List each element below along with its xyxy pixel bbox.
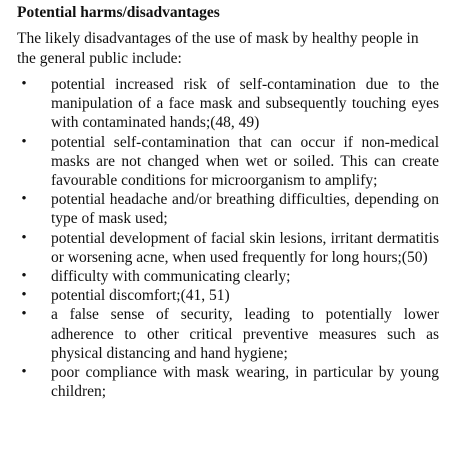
list-item	[17, 229, 439, 267]
list-item-text: poor compliance with mask wearing, in particular by young children;	[51, 364, 439, 401]
list-item	[17, 133, 439, 191]
list-item-text: potential development of facial skin lesions, irritant dermatitis or worsening acne, when used frequently for long hours;(50)	[51, 229, 439, 266]
bullet-icon: •	[21, 76, 27, 92]
list-item-text: difficulty with communicating clearly;	[51, 268, 291, 286]
list-item-text: a false sense of security, leading to potentially lower adherence to other critical preventive measures such as physical distancing and hand hygiene;	[51, 306, 439, 362]
bullet-icon: •	[21, 229, 27, 246]
intro-paragraph: The likely disadvantages of the use of mask by healthy people in the general public include:	[17, 30, 419, 67]
list-item-text: potential discomfort;(41, 51)	[51, 287, 230, 305]
document-section	[17, 3, 437, 401]
section-heading: Potential harms/disadvantages	[17, 4, 220, 21]
list-item	[17, 286, 439, 305]
bullet-icon: •	[21, 191, 27, 208]
harms-list	[17, 75, 437, 401]
list-item	[17, 363, 439, 401]
list-item	[17, 190, 439, 228]
list-item	[17, 305, 439, 363]
list-item-text: potential self-contamination that can occur if non-medical masks are not changed when wet or soiled. This can create favourable conditions for microorganism to amplify;	[51, 133, 439, 190]
bullet-icon: •	[21, 306, 27, 323]
list-item	[17, 267, 439, 286]
bullet-icon: •	[21, 287, 27, 304]
list-item-text: potential increased risk of self-contamination due to the manipulation of a face mask and subsequently touching eyes with contaminated hands;(48, 49)	[51, 76, 439, 132]
bullet-icon: •	[21, 133, 27, 150]
list-item	[17, 75, 439, 133]
list-item-text: potential headache and/or breathing difficulties, depending on type of mask used;	[51, 191, 439, 228]
bullet-icon: •	[21, 268, 27, 285]
bullet-icon: •	[21, 364, 27, 381]
